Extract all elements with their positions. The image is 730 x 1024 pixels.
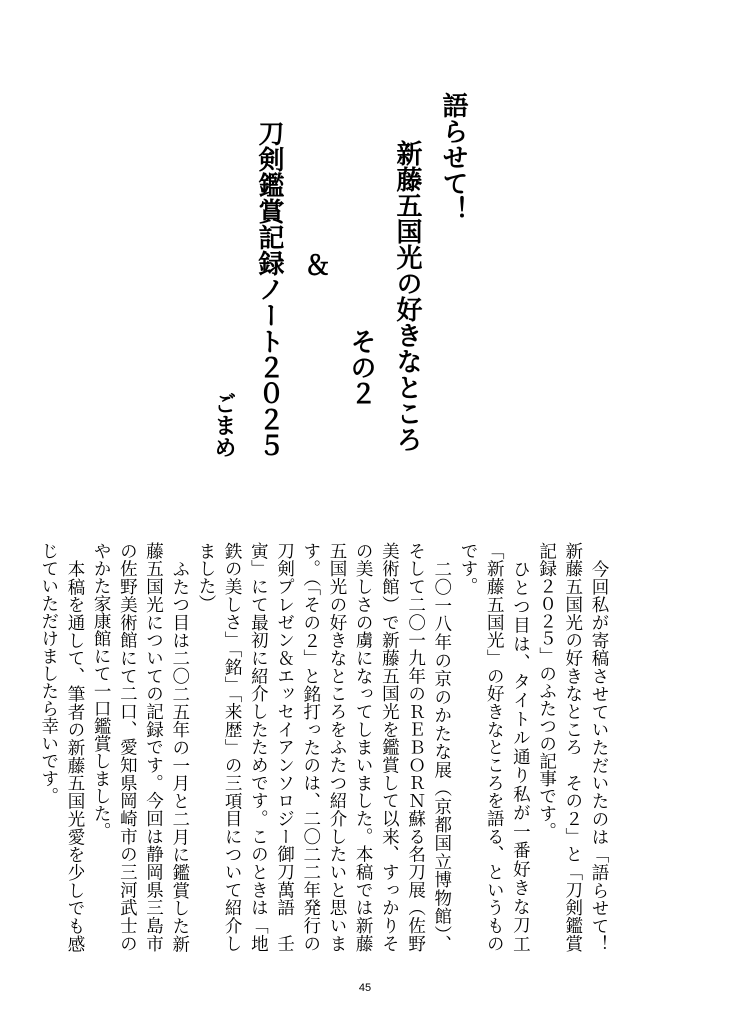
page-number: 45	[358, 982, 372, 994]
body-paragraph: 二〇一八年の京のかたな展（京都国立博物館）、そして二〇一九年のＲＥＢＯＲＮ蘇る名刀展（佐野美術館）で新藤五国光を鑑賞して以来、すっかりその美しさの虜になってしまいました。本稿では新藤五国光の好きなところをふたつ紹介したいと思います。（「その２」と銘打ったのは、二〇二二年発行の刀剣プレゼン＆エッセイアンソロジー御刀萬語 壬寅」にて最初に紹介したためです。このときは「地鉄の美しさ」「銘」「来歴」の三項目について紹介しました）	[195, 542, 452, 953]
title-line-second-article: 刀剣鑑賞記録ノート２０２５	[254, 120, 284, 458]
body-paragraph: ふたつ目は二〇二五年の一月と二月に鑑賞した新藤五国光についての記録です。今回は静岡県三島市の佐野美術館にて二口、愛知県岡崎市の三河武士のやかた家康館にて一口鑑賞しました。	[91, 542, 190, 952]
author-name: ごまめ	[211, 392, 236, 458]
title-block	[200, 92, 476, 512]
title-line-main: 語らせて！	[438, 92, 468, 222]
title-line-part: その２	[346, 328, 376, 406]
body-text	[36, 542, 612, 952]
body-paragraph: 今回私が寄稿させていただいたのは「語らせて！新藤五国光の好きなところ その２」と「刀剣鑑賞記録２０２５」のふたつの記事です。	[536, 542, 609, 952]
body-paragraph: 本稿を通して、筆者の新藤五国光愛を少しでも感じていただけましたら幸いです。	[38, 542, 85, 952]
body-paragraph: ひとつ目は、タイトル通り私が一番好きな刀工「新藤五国光」の好きなところを語る、というものです。	[457, 542, 531, 952]
title-line-subject: 新藤五国光の好きなところ	[392, 140, 422, 452]
title-ampersand: ＆	[300, 252, 330, 278]
